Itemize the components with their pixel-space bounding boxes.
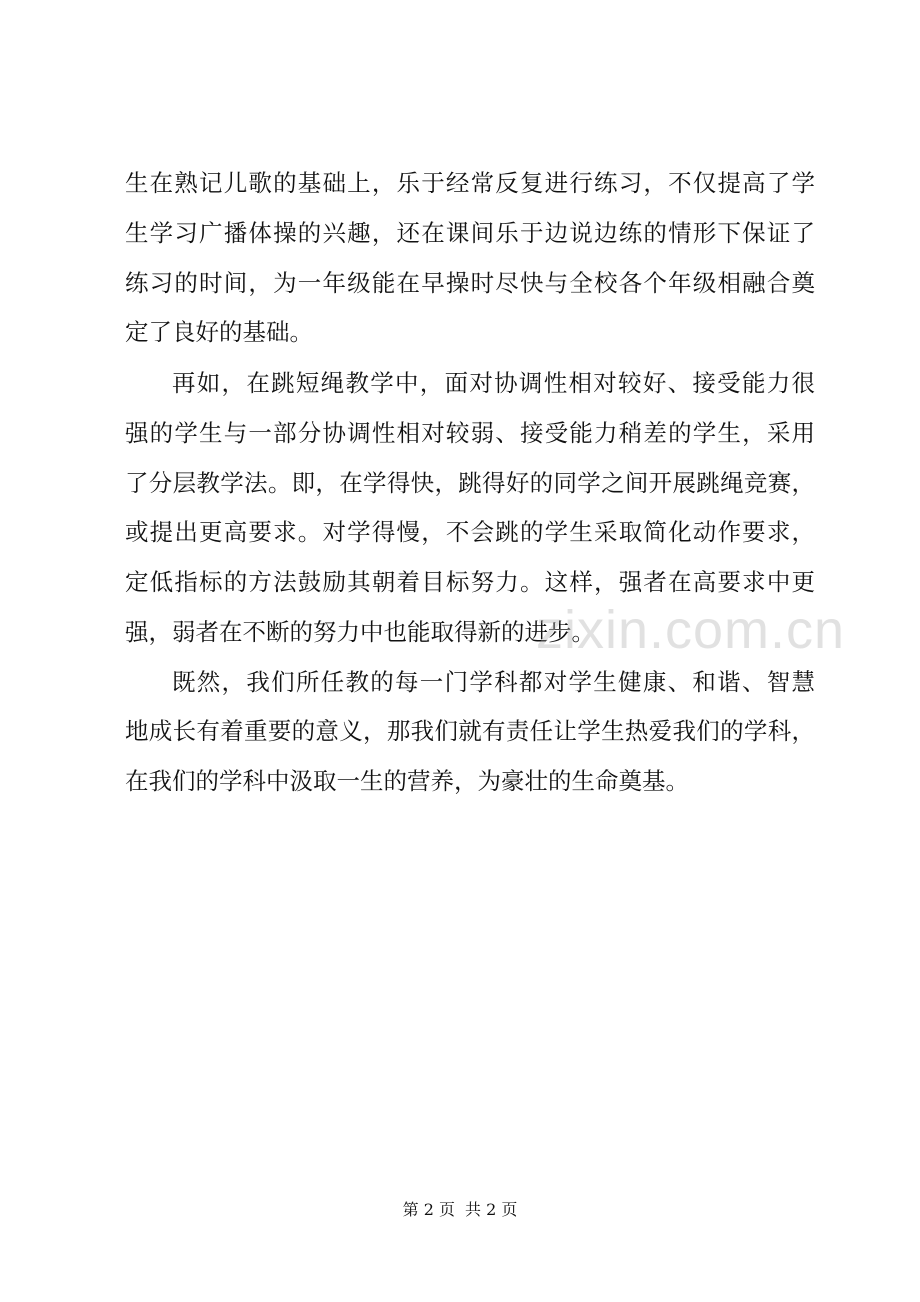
paragraph-2-line-5: 定低指标的方法鼓励其朝着目标努力。这样，强者在高要求中更 bbox=[125, 568, 815, 596]
page-number-total: 共 2 页 bbox=[465, 1200, 518, 1219]
paragraph-2-line-4: 或提出更高要求。对学得慢，不会跳的学生采取简化动作要求， bbox=[125, 518, 815, 546]
paragraph-3-line-1: 既然，我们所任教的每一门学科都对学生健康、和谐、智慧 bbox=[172, 668, 815, 696]
paragraph-1-line-1: 生在熟记儿歌的基础上，乐于经常反复进行练习，不仅提高了学 bbox=[125, 169, 815, 197]
page-footer bbox=[0, 1198, 920, 1222]
watermark: zixin.com.cn bbox=[536, 600, 846, 660]
page-number-current: 第 2 页 bbox=[402, 1200, 455, 1219]
paragraph-1-line-4: 定了良好的基础。 bbox=[125, 318, 313, 346]
paragraph-1-line-2: 生学习广播体操的兴趣，还在课间乐于边说边练的情形下保证了 bbox=[125, 219, 815, 247]
paragraph-3-line-3: 在我们的学科中汲取一生的营养，为豪壮的生命奠基。 bbox=[125, 767, 689, 795]
paragraph-2-line-2: 强的学生与一部分协调性相对较弱、接受能力稍差的学生，采用 bbox=[125, 419, 815, 447]
paragraph-3-line-2: 地成长有着重要的意义，那我们就有责任让学生热爱我们的学科， bbox=[125, 717, 815, 745]
paragraph-1-line-3: 练习的时间，为一年级能在早操时尽快与全校各个年级相融合奠 bbox=[125, 269, 815, 297]
paragraph-2-line-6: 强，弱者在不断的努力中也能取得新的进步。 bbox=[125, 618, 595, 646]
paragraph-2-line-3: 了分层教学法。即，在学得快，跳得好的同学之间开展跳绳竞赛， bbox=[125, 469, 815, 497]
paragraph-2-line-1: 再如，在跳短绳教学中，面对协调性相对较好、接受能力很 bbox=[172, 369, 815, 397]
